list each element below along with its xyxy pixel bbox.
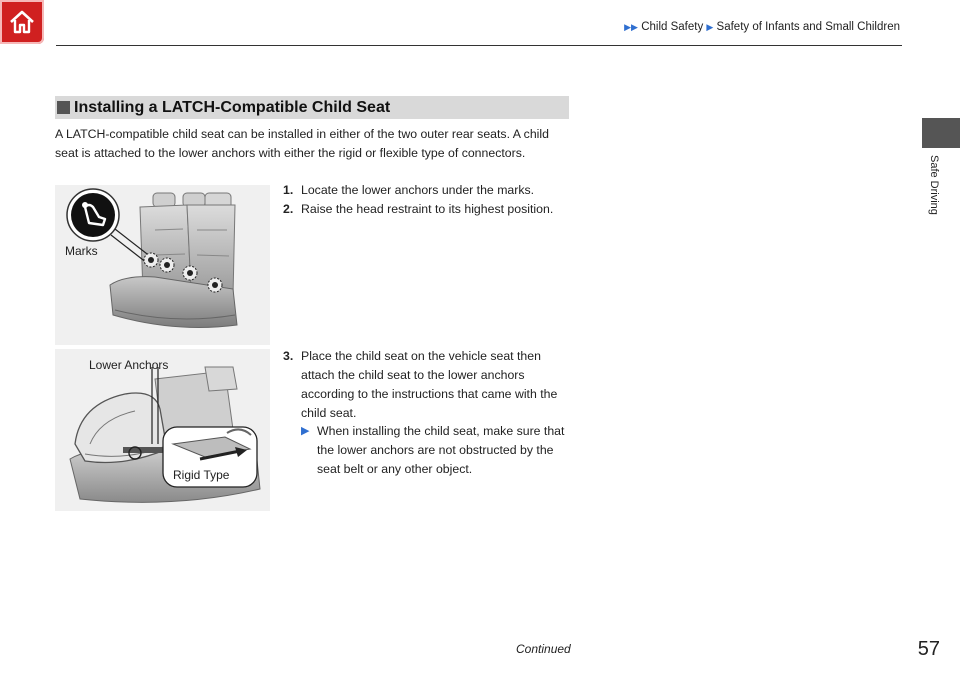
header-divider <box>56 45 902 46</box>
breadcrumb <box>624 21 900 33</box>
step-text: Raise the head restraint to its highest position. <box>301 202 554 216</box>
intro-paragraph: A LATCH-compatible child seat can be installed in either of the two outer rear seats. A child seat is attached to the lower anchors with either the rigid or flexible type of connectors. <box>55 127 549 160</box>
breadcrumb-item[interactable]: Safety of Infants and Small Children <box>716 21 900 33</box>
breadcrumb-item[interactable]: Child Safety <box>641 21 704 33</box>
step-number: 3. <box>283 349 294 363</box>
page-number: 57 <box>917 638 940 660</box>
step-1 <box>283 181 573 200</box>
chapter-label: Safe Driving <box>928 155 940 215</box>
step-2 <box>283 200 573 219</box>
note-arrow-icon: ▶ <box>301 425 310 437</box>
child-seat-illustration <box>55 349 270 511</box>
section-title: Installing a LATCH-Compatible Child Seat <box>74 98 391 116</box>
section-heading <box>55 96 569 119</box>
rear-seat-illustration <box>55 185 270 345</box>
step-number: 1. <box>283 183 294 197</box>
label-marks: Marks <box>65 244 98 258</box>
figure-lower-anchors <box>55 349 270 511</box>
breadcrumb-arrow-icon: ▶▶ <box>624 22 638 32</box>
note-text: When installing the child seat, make sure that the lower anchors are not obstructed by the seat belt or any other object. <box>317 424 565 476</box>
home-icon <box>8 8 36 36</box>
chapter-tab[interactable] <box>922 118 960 148</box>
step-text: Locate the lower anchors under the marks. <box>301 183 535 197</box>
breadcrumb-arrow-icon: ▶ <box>706 22 714 32</box>
step-text: Place the child seat on the vehicle seat then attach the child seat to the lower anchors according to the instructions that came with the child seat. <box>301 349 558 420</box>
label-rigid-type: Rigid Type <box>173 468 230 482</box>
home-button[interactable] <box>0 0 44 44</box>
note <box>301 422 573 479</box>
step-number: 2. <box>283 202 294 216</box>
child-seat-mark-icon <box>71 193 115 237</box>
step-3 <box>283 347 573 423</box>
figure-rear-seat-marks <box>55 185 270 345</box>
label-lower-anchors: Lower Anchors <box>89 358 169 372</box>
continued-label: Continued <box>516 642 571 656</box>
section-square-icon <box>57 101 70 114</box>
